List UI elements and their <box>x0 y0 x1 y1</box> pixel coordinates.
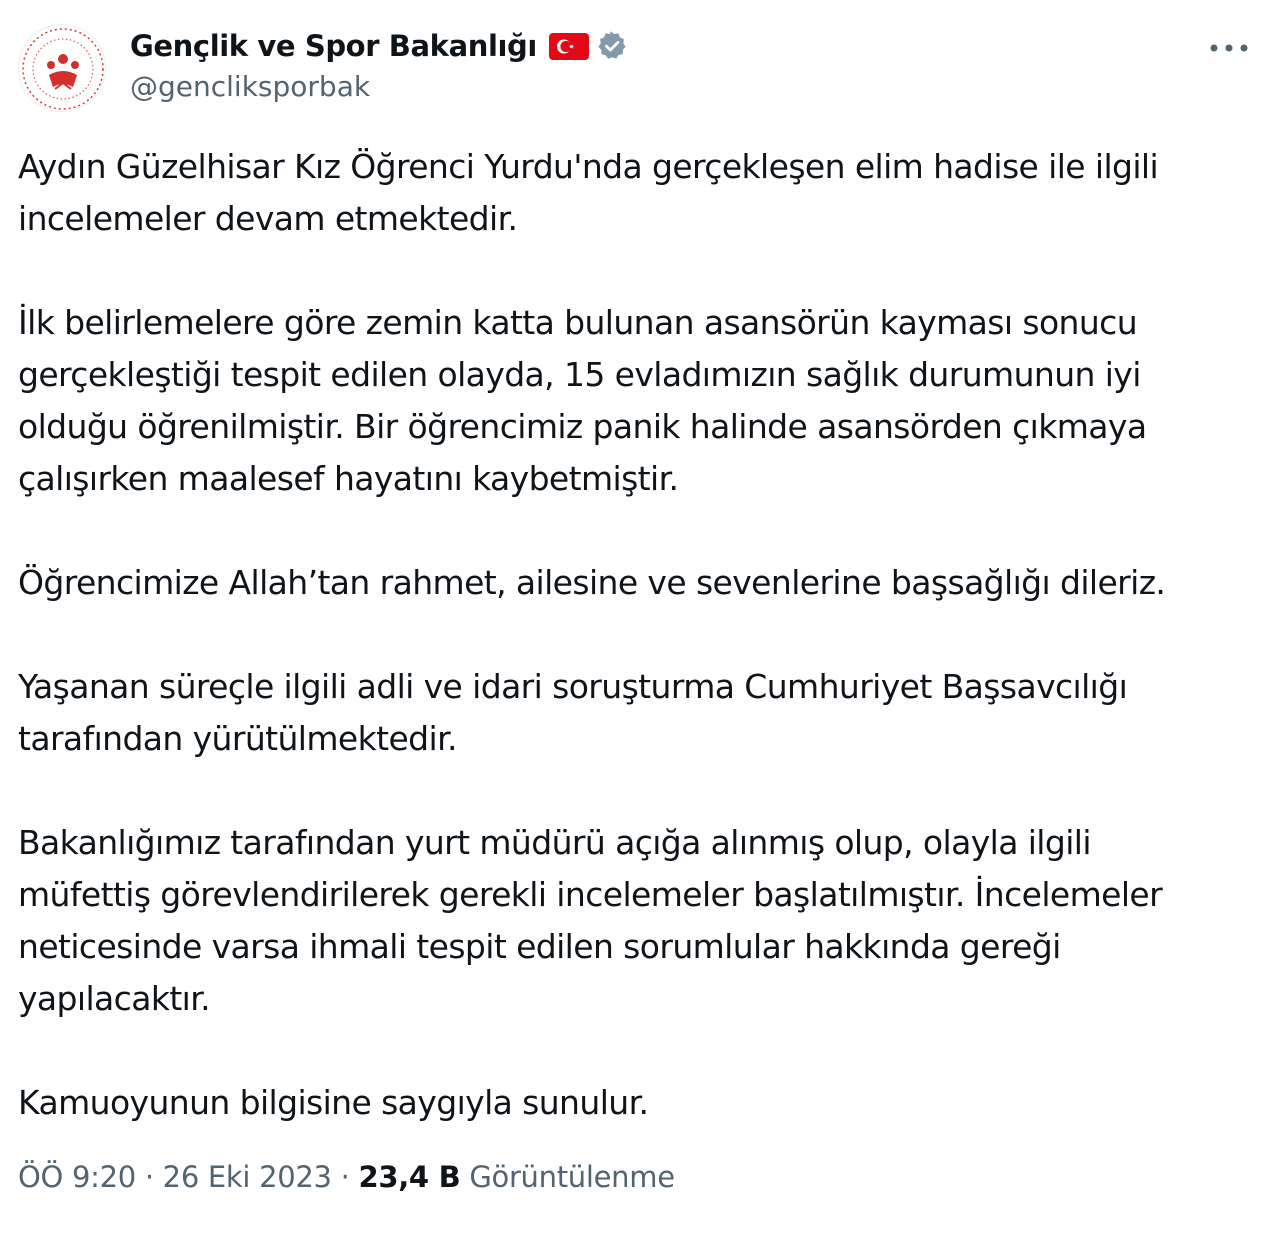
tweet-paragraph: Bakanlığımız tarafından yurt müdürü açığa alınmış olup, olayla ilgili müfettiş görevlendirilerek gerekli incelemeler başlatılmıştır. İncelemeler neticesinde varsa ihmali tespit edilen sorumlular hakkında gereği yapılacaktır. <box>18 823 1163 1018</box>
more-horizontal-icon[interactable] <box>1206 34 1252 62</box>
tweet-meta <box>18 1160 675 1194</box>
tweet-time: ÖÖ 9:20 <box>18 1160 136 1194</box>
views-count[interactable]: 23,4 B <box>358 1160 461 1194</box>
account-handle[interactable]: @gencliksporbak <box>130 70 371 103</box>
gray-verified-badge-icon[interactable] <box>597 31 627 61</box>
tweet-date: 26 Eki 2023 <box>162 1160 332 1194</box>
tweet-paragraph: Öğrencimize Allah’tan rahmet, ailesine ve sevenlerine başsağlığı dileriz. <box>18 563 1166 602</box>
display-name[interactable]: Gençlik ve Spor Bakanlığı <box>130 29 537 63</box>
ministry-logo-icon[interactable] <box>18 24 106 112</box>
tweet-text <box>18 141 1258 1129</box>
meta-separator: · <box>135 1160 163 1194</box>
views-label: Görüntülenme <box>460 1160 675 1194</box>
meta-separator: · <box>331 1160 359 1194</box>
tweet-paragraph: Aydın Güzelhisar Kız Öğrenci Yurdu'nda gerçekleşen elim hadise ile ilgili incelemeler devam etmektedir. <box>18 147 1159 238</box>
tweet-time-link[interactable] <box>18 1160 332 1194</box>
tweet-paragraph: Kamuoyunun bilgisine saygıyla sunulur. <box>18 1083 649 1122</box>
tweet-paragraph: İlk belirlemelere göre zemin katta bulunan asansörün kayması sonucu gerçekleştiği tespit edilen olayda, 15 evladımızın sağlık durumunun iyi olduğu öğrenilmiştir. Bir öğrencimiz panik halinde asansörden çıkmaya çalışırken maalesef hayatını kaybetmiştir. <box>18 303 1147 498</box>
name-row <box>130 26 627 66</box>
tweet-header <box>0 0 1280 120</box>
turkey-flag-icon <box>549 33 589 60</box>
tweet-paragraph: Yaşanan süreçle ilgili adli ve idari soruşturma Cumhuriyet Başsavcılığı tarafından yürütülmektedir. <box>18 667 1128 758</box>
